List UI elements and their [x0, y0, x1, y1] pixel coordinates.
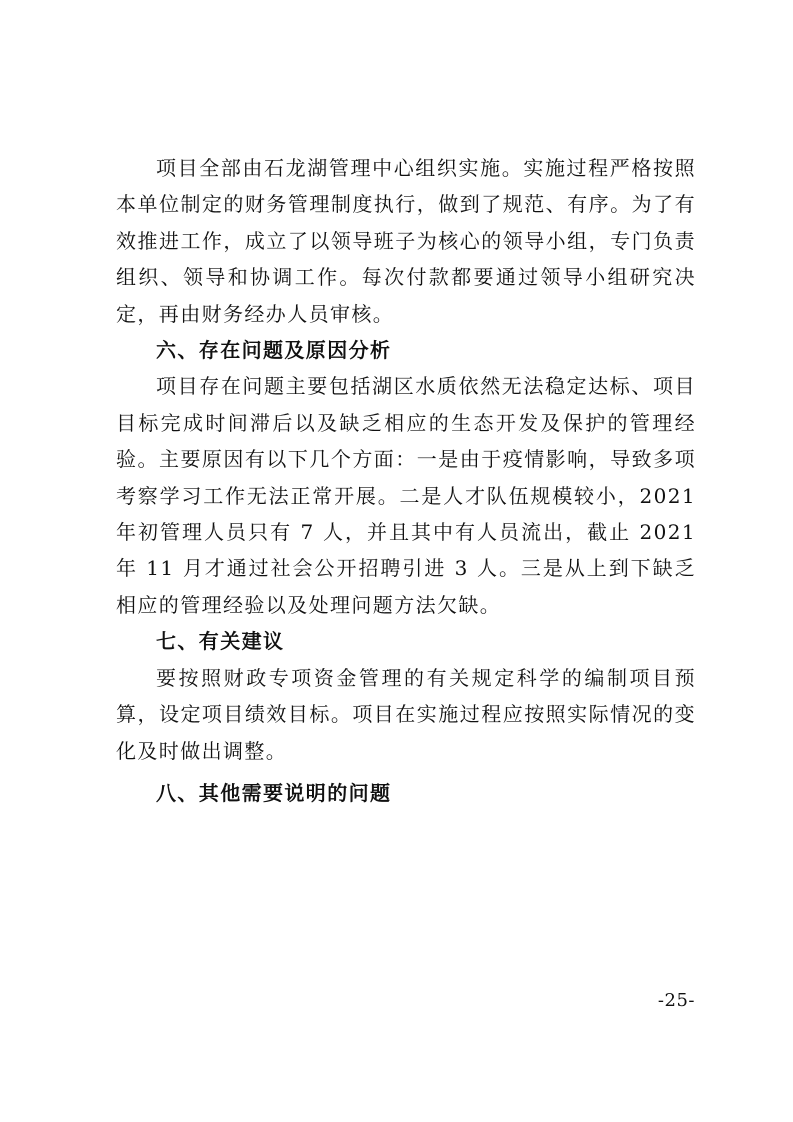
paragraph-suggestions: 要按照财政专项资金管理的有关规定科学的编制项目预算，设定项目绩效目标。项目在实施过程应按照实际情况的变化及时做出调整。	[116, 665, 696, 763]
paragraph-implementation: 项目全部由石龙湖管理中心组织实施。实施过程严格按照本单位制定的财务管理制度执行，做到了规范、有序。为了有效推进工作，成立了以领导班子为核心的领导小组，专门负责组织、领导和协调工作。每次付款都要通过领导小组研究决定，再由财务经办人员审核。	[116, 156, 696, 326]
paragraph-problems: 项目存在问题主要包括湖区水质依然无法稳定达标、项目目标完成时间滞后以及缺乏相应的生态开发及保护的管理经验。主要原因有以下几个方面：一是由于疫情影响，导致多项考察学习工作无法正常开展。二是人才队伍规模较小，2021 年初管理人员只有 7 人，并且其中有人员流出，截止 2021 年 11 月才通过社会公开招聘引进 3 人。三是从上到下缺乏相应的管理经验以及处理问题方法欠缺。	[116, 374, 696, 617]
page-number: -25-	[657, 990, 695, 1011]
heading-section-7: 七、有关建议	[156, 629, 285, 654]
heading-section-6: 六、存在问题及原因分析	[156, 338, 392, 363]
document-body	[116, 150, 696, 811]
heading-section-8: 八、其他需要说明的问题	[156, 780, 392, 805]
